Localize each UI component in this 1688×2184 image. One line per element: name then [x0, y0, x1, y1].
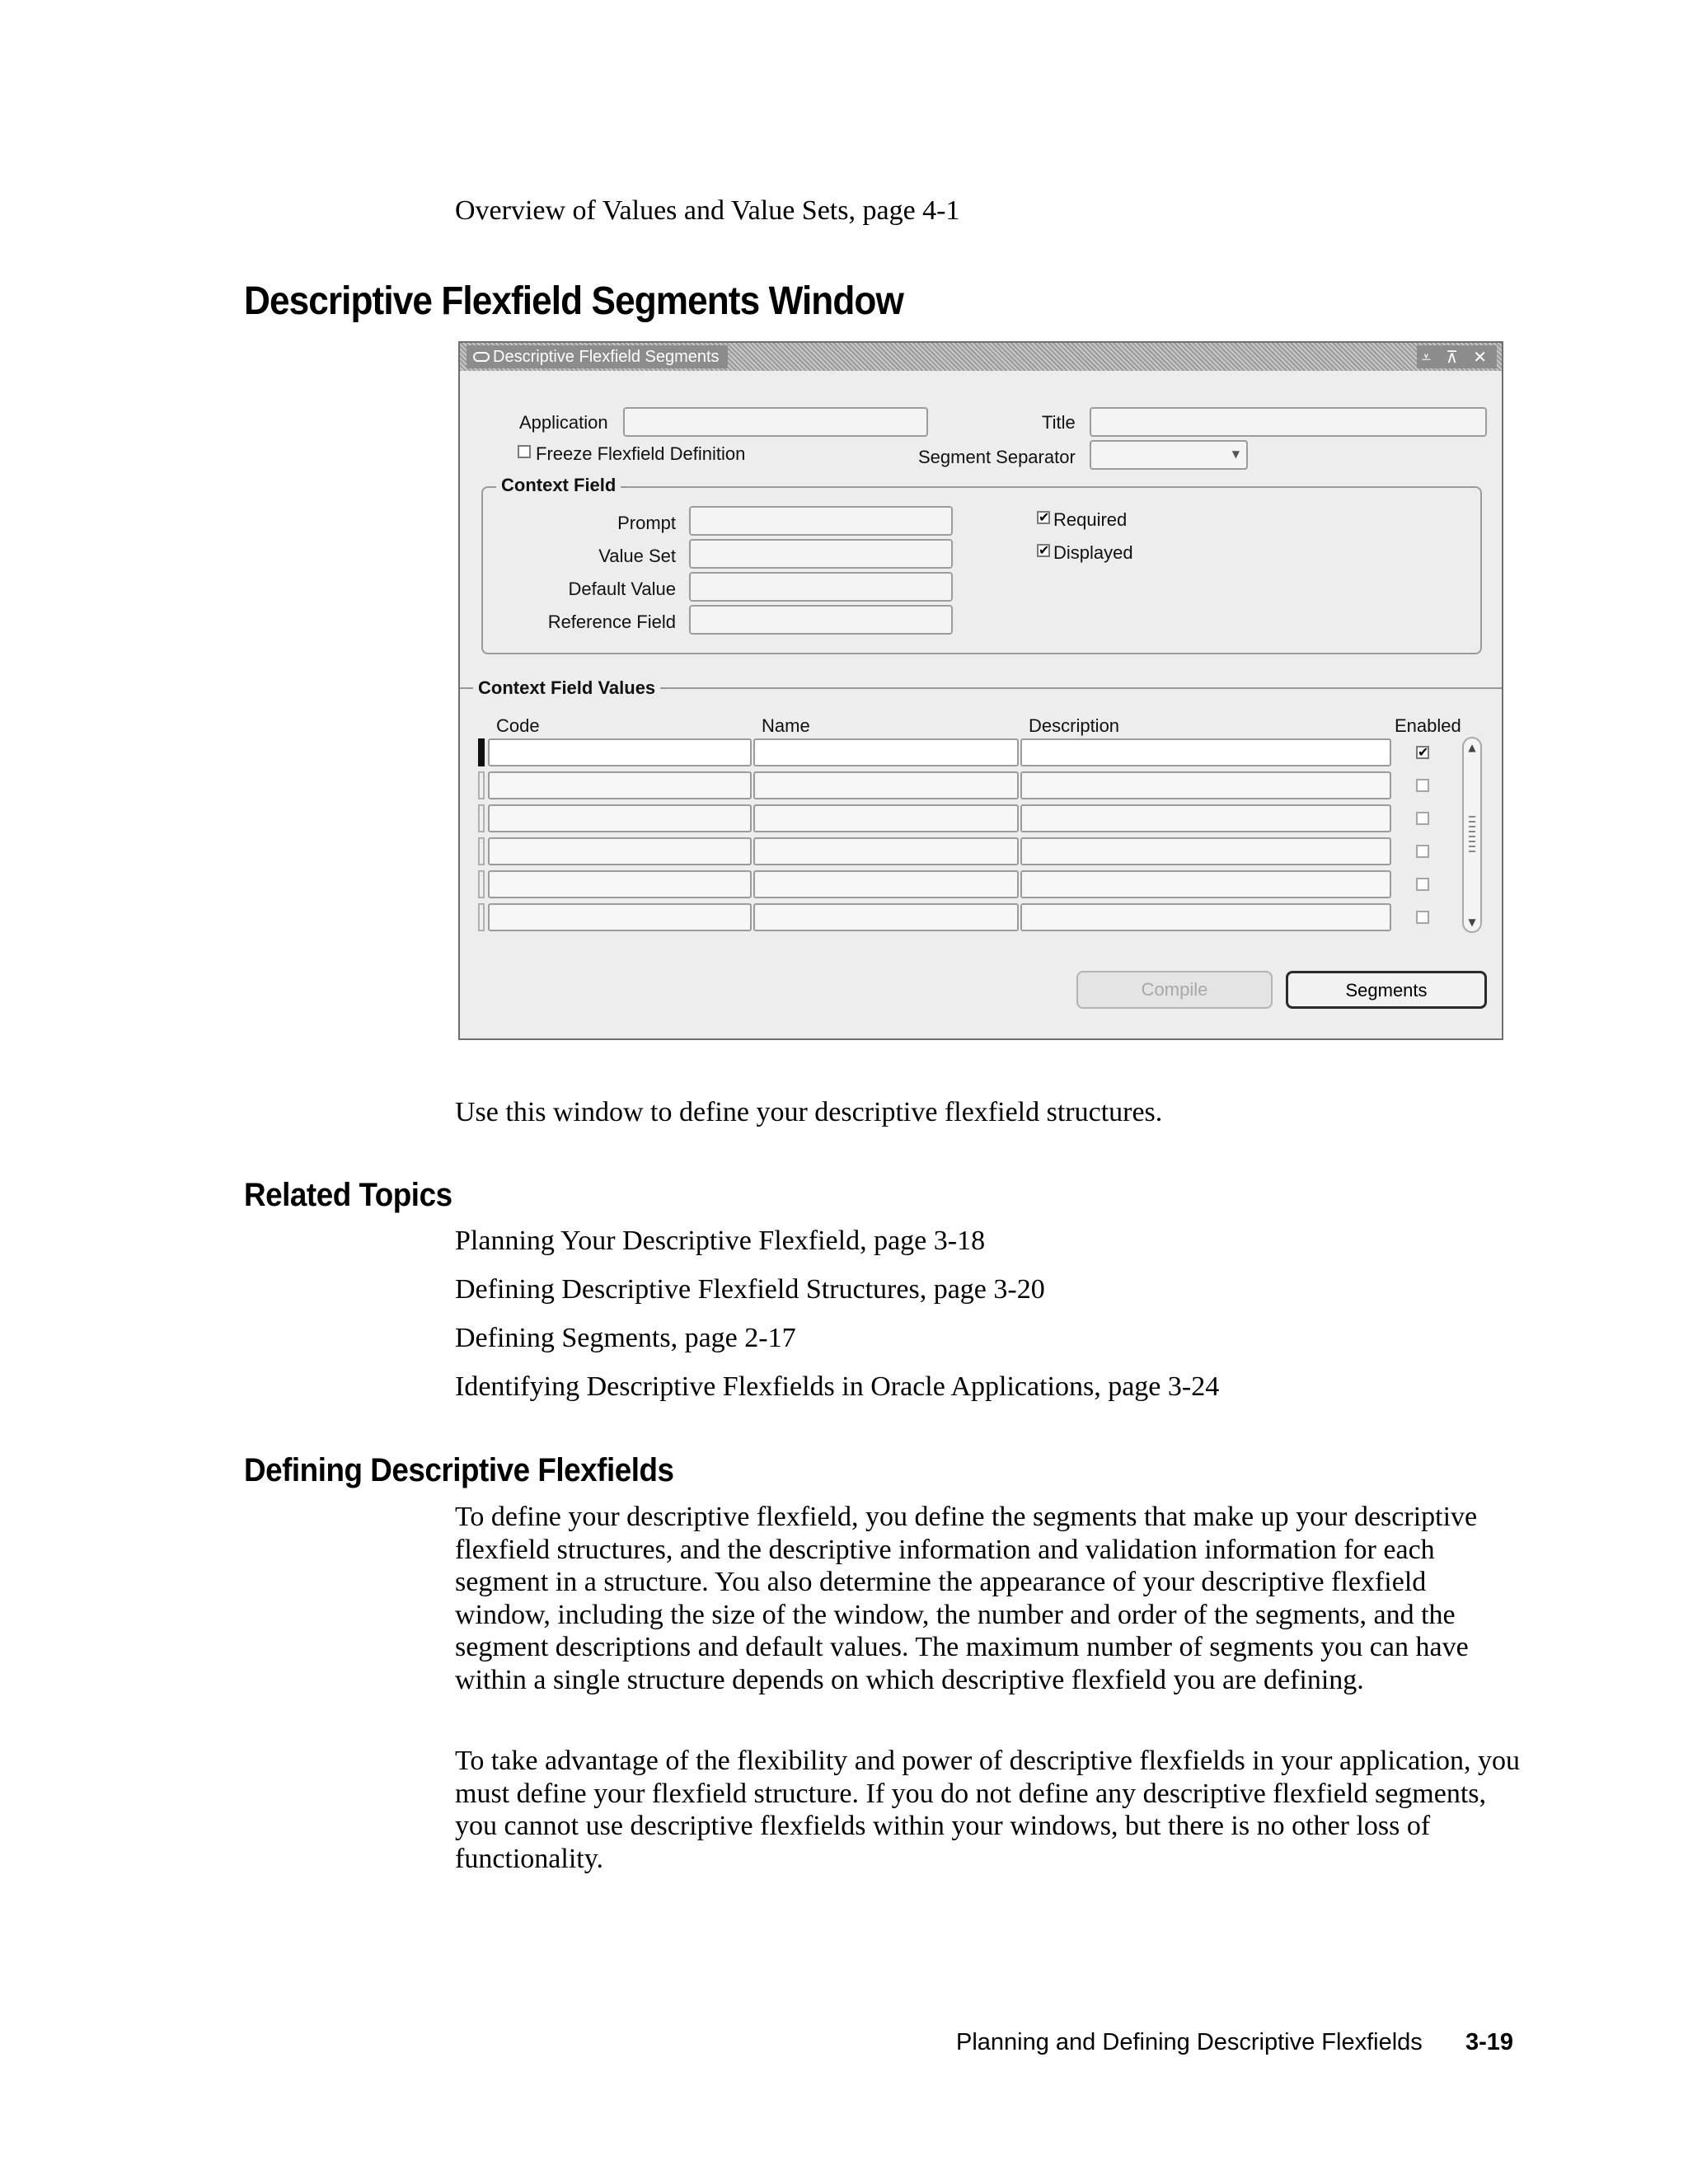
enabled-checkbox[interactable] [1416, 878, 1429, 891]
title-input[interactable] [1090, 407, 1487, 437]
chevron-down-icon: ▼ [1231, 448, 1240, 460]
name-cell[interactable] [753, 771, 1019, 799]
context-values-group-label: Context Field Values [473, 677, 660, 699]
enabled-checkbox[interactable] [1416, 845, 1429, 858]
name-cell[interactable] [753, 903, 1019, 931]
related-topic-link[interactable]: Planning Your Descriptive Flexfield, page 3-18 [455, 1226, 986, 1256]
enabled-checkbox[interactable] [1416, 779, 1429, 792]
scroll-down-icon[interactable]: ▼ [1468, 916, 1476, 928]
row-indicator[interactable] [478, 903, 485, 931]
freeze-checkbox[interactable] [518, 445, 531, 458]
enabled-checkbox[interactable] [1416, 812, 1429, 825]
window-menu-icon[interactable] [473, 352, 490, 362]
enabled-checkbox[interactable]: ✔ [1418, 744, 1429, 760]
column-header-description: Description [1029, 715, 1120, 736]
reference-field-input[interactable] [689, 605, 953, 635]
segment-separator-select[interactable] [1090, 440, 1248, 470]
code-cell[interactable] [488, 837, 752, 865]
footer-page-number: 3-19 [1465, 2029, 1514, 2055]
window-title: Descriptive Flexfield Segments [493, 348, 720, 366]
defining-paragraph: To define your descriptive flexfield, you define the segments that make up your descriptive flexfield structures, and the descriptive information and validation information for each segment in a structure. You also determine the appearance of your descriptive flexfield window, including the size of the window, the number and order of the segments, and the segment descriptions and default values. The maximum number of segments you can have within a single structure depends on which descriptive flexfield you are defining. [455, 1502, 1478, 1695]
related-topic-link[interactable]: Defining Descriptive Flexfield Structures, page 3-20 [455, 1274, 1045, 1305]
application-label: Application [519, 412, 608, 433]
description-cell[interactable] [1020, 870, 1391, 898]
prompt-input[interactable] [689, 506, 953, 536]
table-row [460, 837, 1502, 865]
table-row [460, 870, 1502, 898]
section-title: Descriptive Flexfield Segments Window [244, 279, 903, 323]
defining-paragraph: To take advantage of the flexibility and power of descriptive flexfields in your application, you must define your flexfield structure. If you do not define any descriptive flexfield segments, you cannot use descriptive flexfields within your windows, but there is no other loss of functionality. [455, 1746, 1521, 1874]
displayed-checkbox[interactable]: ✔ [1039, 542, 1050, 558]
window-caption: Use this window to define your descriptive flexfield structures. [455, 1097, 1163, 1127]
description-cell[interactable] [1020, 738, 1391, 766]
application-input[interactable] [623, 407, 928, 437]
window-titlebar [460, 343, 1502, 371]
scroll-grip-icon[interactable] [1469, 816, 1475, 852]
code-cell[interactable] [488, 903, 752, 931]
freeze-label: Freeze Flexfield Definition [536, 443, 746, 464]
description-cell[interactable] [1020, 771, 1391, 799]
row-indicator[interactable] [478, 738, 485, 766]
row-indicator[interactable] [478, 837, 485, 865]
code-cell[interactable] [488, 738, 752, 766]
table-row [460, 903, 1502, 931]
name-cell[interactable] [753, 804, 1019, 832]
description-cell[interactable] [1020, 903, 1391, 931]
flexfield-segments-window [458, 341, 1503, 1040]
column-header-code: Code [496, 715, 540, 736]
related-topics-heading: Related Topics [244, 1177, 452, 1213]
window-controls[interactable]: ⩡ ⊼ ✕ [1417, 345, 1497, 368]
column-header-enabled: Enabled [1395, 715, 1461, 736]
row-indicator[interactable] [478, 771, 485, 799]
code-cell[interactable] [488, 804, 752, 832]
code-cell[interactable] [488, 771, 752, 799]
name-cell[interactable] [753, 837, 1019, 865]
defining-heading: Defining Descriptive Flexfields [244, 1452, 674, 1488]
segments-button[interactable]: Segments [1286, 971, 1487, 1009]
name-cell[interactable] [753, 870, 1019, 898]
prompt-label: Prompt [617, 513, 676, 533]
table-scrollbar[interactable] [1462, 737, 1482, 933]
related-topic-link[interactable]: Defining Segments, page 2-17 [455, 1323, 796, 1353]
table-row [460, 804, 1502, 832]
code-cell[interactable] [488, 870, 752, 898]
row-indicator[interactable] [478, 870, 485, 898]
default-value-input[interactable] [689, 572, 953, 602]
title-label: Title [1042, 412, 1076, 433]
top-reference-link[interactable]: Overview of Values and Value Sets, page 4-1 [455, 195, 960, 226]
required-checkbox[interactable]: ✔ [1039, 509, 1050, 525]
value-set-label: Value Set [598, 546, 676, 566]
enabled-checkbox[interactable] [1416, 911, 1429, 924]
context-field-group-label: Context Field [496, 475, 621, 496]
footer-chapter: Planning and Defining Descriptive Flexfields [956, 2029, 1423, 2055]
scroll-up-icon[interactable]: ▲ [1468, 742, 1476, 753]
compile-button[interactable]: Compile [1076, 971, 1273, 1009]
related-topic-link[interactable]: Identifying Descriptive Flexfields in Oracle Applications, page 3-24 [455, 1371, 1220, 1402]
description-cell[interactable] [1020, 804, 1391, 832]
required-label: Required [1053, 509, 1128, 530]
reference-field-label: Reference Field [547, 612, 676, 632]
value-set-input[interactable] [689, 539, 953, 569]
table-row [460, 738, 1502, 766]
segment-separator-label: Segment Separator [918, 447, 1076, 467]
displayed-label: Displayed [1053, 542, 1133, 563]
row-indicator[interactable] [478, 804, 485, 832]
table-row [460, 771, 1502, 799]
window-title-tab [467, 345, 728, 368]
default-value-label: Default Value [568, 579, 676, 599]
column-header-name: Name [762, 715, 810, 736]
description-cell[interactable] [1020, 837, 1391, 865]
name-cell[interactable] [753, 738, 1019, 766]
